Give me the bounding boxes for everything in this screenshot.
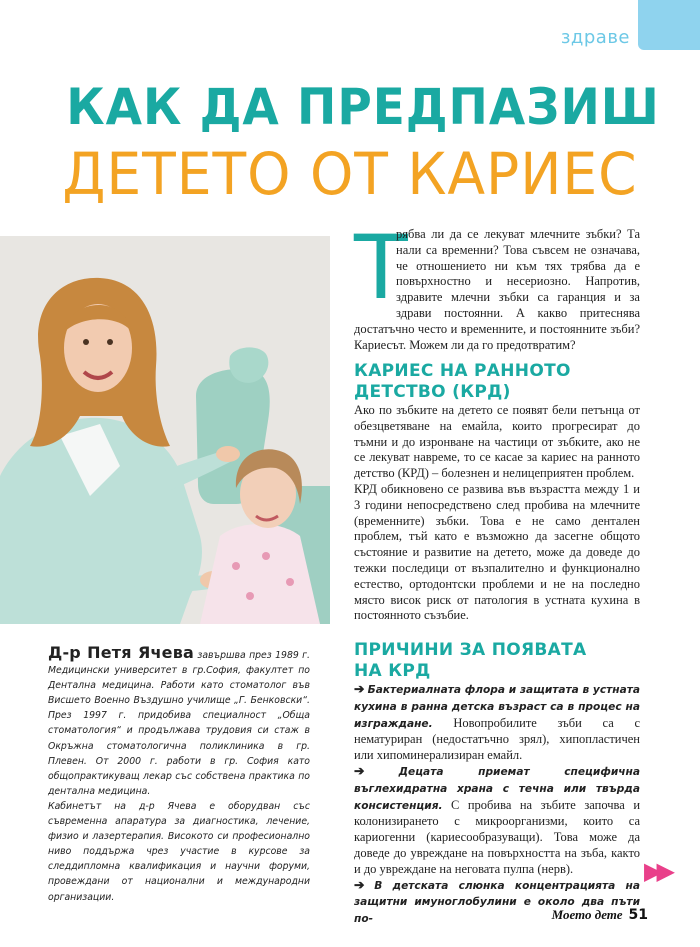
intro-text: рябва ли да се лекуват млечните зъбки? Та нали са временни? Това съвсем не означава, че отношението ни към тях трябва да е повърхностно и несериозно. Напротив, здравите млечни зъбки са гаранция и за здрави постоянни. А какво притеснява достатъчно често и временните, и постоянните зъби? Кариесът. Можем ли да го предотвратим? [354, 227, 640, 352]
bio-paragraph-2: Кабинетът на д-р Ячева е оборудван със съвременна апаратура за диагностика, лечение, физио и лазертерапия. Високото си професионално ниво поддържа чрез участие в курсове за следдипломна квалификация и научни форуми, провеждани от национални и международни организации. [48, 800, 310, 903]
section-causes [354, 640, 640, 928]
cause-1-bold: Бактериалната флора и защитата в устната кухина в ранна детска възраст са в процес на изграждане. [354, 684, 641, 730]
section-tag: здраве [560, 27, 630, 48]
cause-3-bold: В детската слюнка концентрацията на защитни имуноглобулини е около два пъти по- [354, 879, 641, 926]
arrow-icon: ➔ [354, 682, 365, 696]
cause-2-text: С пробива на зъбите започва и колонизирането с микроорганизми, които са кариогенни (кариесообразуващи). Това може да доведе до увреждане на повърхността на зъба, както и до увреждане на неговата пулпа (нерв). [354, 797, 641, 876]
section1-paragraph-2: КРД обикновено се развива във възрастта между 1 и 3 години непосредствено след пробива на млечните (временните) зъбки. Това е не само дентален проблем, тъй като е възможно да засегне общото състояние и развитие на детето, може да доведе до тежки последици от възпалително и функционално естество, ортодонтски проблеми и не на последно място висок риск от патология в устната кухина в постоянното съзъбие. [354, 481, 640, 623]
section-early-caries [354, 361, 640, 624]
cause-item-1 [354, 682, 640, 764]
cause-item-2 [354, 764, 640, 878]
magazine-name: Моето дете [551, 907, 623, 922]
page-number: 51 [628, 907, 648, 923]
article-photo [0, 236, 330, 624]
page-footer [552, 907, 648, 923]
author-name: Д-р Петя Ячева [48, 643, 195, 662]
drop-cap: Т [354, 216, 408, 319]
author-bio [48, 645, 310, 905]
section2-heading-line2: НА КРД [354, 661, 431, 681]
cause-2-bold: Децата приемат специфична въглехидратна храна с течна или твърда консистенция. [354, 765, 640, 812]
section1-heading-line1: КАРИЕС НА РАННОТО [354, 361, 571, 381]
section1-heading-line2: ДЕТСТВО (КРД) [354, 382, 511, 402]
arrow-icon: ➔ [354, 763, 365, 778]
bio-text-1: завършва през 1989 г. Медицински университет в гр.София, факултет по Дентална медицина. Работи като стоматолог във Висшето Военно Въздушно училище „Г. Бенковски“. През 1997 г. придобива специалност „Обща стоматология“ и продължава трудовия си стаж в Окръжна стоматологична поликлиника в гр. Плевен. От 2000 г. работи в гр. София като общопрактикуващ лекар със собствена практика по дентална медицина. [48, 650, 310, 797]
intro-paragraph [354, 216, 640, 353]
doctor-child-illustration [0, 236, 330, 624]
section1-paragraph-1: Ако по зъбките на детето се появят бели петънца от обезцветяване на емайла, които прогресират до тъмни и до изронване на частици от зъбките, ако не се лекуват навреме, то се касае за кариес на ранното детство (КРД) – болезнен и нелицеприятен проблем. [354, 403, 640, 481]
arrow-icon: ➔ [354, 877, 365, 892]
title-line-1: КАК ДА ПРЕДПАЗИШ [66, 78, 660, 136]
next-page-arrow-icon[interactable]: ▶▶ [644, 857, 669, 885]
section2-heading-line1: ПРИЧИНИ ЗА ПОЯВАТА [354, 640, 587, 660]
title-line-2: ДЕТЕТО ОТ КАРИЕС [62, 140, 638, 208]
section-tab [638, 0, 700, 50]
bio-paragraph-1 [48, 645, 310, 799]
cause-1-text: Новопробилите зъби са с нематуриран (недостатъчно зрял), хипопластичен или хипоминерализиран емайл. [354, 715, 640, 763]
